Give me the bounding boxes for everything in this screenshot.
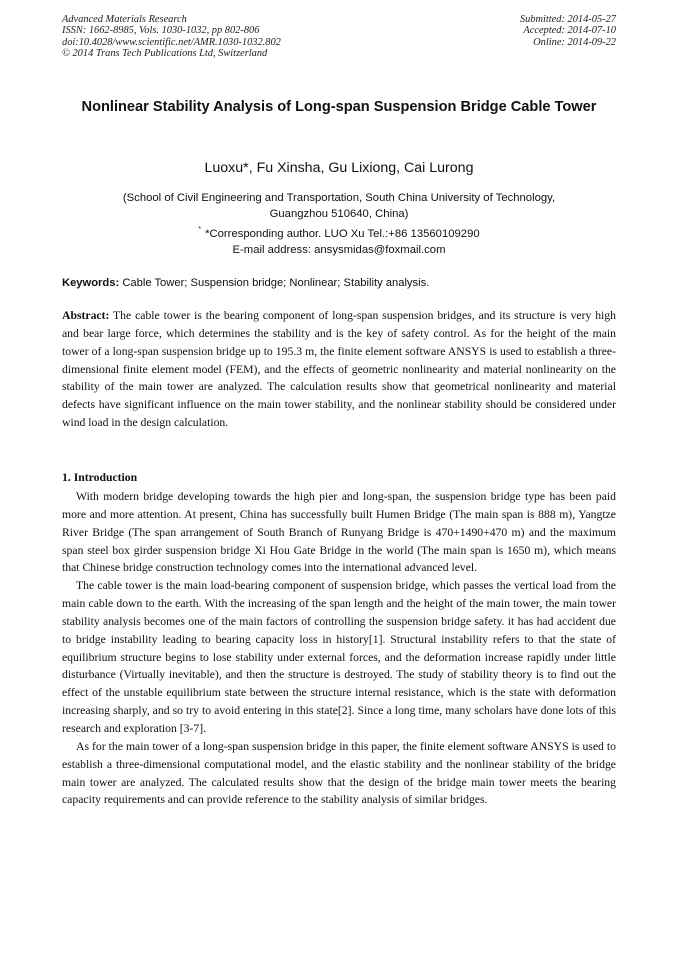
journal-copyright: © 2014 Trans Tech Publications Ltd, Switzerland (62, 47, 268, 59)
submission-dates (396, 14, 616, 48)
paragraph: With modern bridge developing towards the high pier and long-span, the suspension bridge type has been paid more and more attention. At present, China has successfully built Humen Bridge (The main span is 888 m), Yangtze River Bridge (The span arrangement of South Branch of Runyang Bridge is 470+1490+470 m) and the maximum span steel box girder suspension bridge Xi Hou Gate Bridge in the world (The main span is 1650 m), which means that Chinese bridge construction technology comes into the international advanced level. (62, 490, 616, 575)
author-list: Luoxu*, Fu Xinsha, Gu Lixiong, Cai Lurong (204, 160, 474, 176)
affiliation-block (62, 190, 616, 258)
paragraph: As for the main tower of a long-span suspension bridge in this paper, the finite element software ANSYS is used to establish a three-dimensional computational model, and the elastic stability and the nonlinear stability of the bridge main tower are analyzed. The calculated results show that the design of the bridge main tower meets the bearing capacity requirements and can provide reference to the stability analysis of similar bridges. (62, 739, 616, 807)
email-address[interactable]: E-mail address: ansysmidas@foxmail.com (232, 244, 446, 256)
affiliation-line-1: (School of Civil Engineering and Transportation, South China University of Technology, (122, 192, 556, 204)
affiliation-line-2: Guangzhou 510640, China) (269, 208, 409, 220)
keywords-text: Cable Tower; Suspension bridge; Nonlinear; Stability analysis. (122, 277, 430, 289)
journal-name: Advanced Materials Research (62, 14, 187, 25)
paragraph: The cable tower is the main load-bearing component of suspension bridge, which passes the vertical load from the main cable down to the earth. With the increasing of the span length and the height of the main tower, the main tower stability analysis becomes one of the main factors of controlling the suspension bridge safety. it has had accident due to bridge instability leading to bearing capacity loss in history[1]. Structural instability refers to that the state of equilibrium structure begins to lose stability under external forces, and the deformation increase rapidly under little disturbance (Virtually inevitable), and then the structure is destroyed. The study of stability theory is to find out the effect of the unstable equilibrium state between the structure internal resistance, which is the state with deformation increasing sharply, and so try to avoid entering in this state[2]. Since a long time, many scholars have done lots of this research and exploration [3-7]. (62, 579, 616, 735)
submitted-date: Submitted: 2014-05-27 (519, 14, 616, 25)
introduction-body (62, 488, 616, 809)
corresponding-author-text: *Corresponding author. LUO Xu Tel.:+86 13560109290 (205, 228, 480, 240)
journal-issn: ISSN: 1662-8985, Vols. 1030-1032, pp 802-806 (62, 25, 260, 37)
keywords (62, 276, 616, 290)
journal-doi[interactable]: doi:10.4028/www.scientific.net/AMR.1030-1032.802 (62, 36, 281, 48)
abstract (62, 307, 616, 432)
journal-info (62, 14, 392, 59)
online-date: Online: 2014-09-22 (533, 36, 616, 48)
corresponding-author (62, 222, 616, 242)
accepted-date: Accepted: 2014-07-10 (523, 25, 616, 37)
corresponding-mark: * (198, 226, 202, 233)
section-heading-introduction: 1. Introduction (62, 471, 138, 484)
abstract-label: Abstract: (62, 309, 110, 322)
keywords-label: Keywords: (62, 277, 120, 289)
paper-title: Nonlinear Stability Analysis of Long-span Suspension Bridge Cable Tower (81, 99, 597, 115)
abstract-text: The cable tower is the bearing component of long-span suspension bridges, and its structure is very high and bear large force, which determines the stability and is the key of safety control. As for the height of the main tower of a long-span suspension bridge up to 195.3 m, the finite element software ANSYS is used to establish a three-dimensional finite element model (FEM), and the effects of geometric nonlinearity and material nonlinearity on the stability of the main tower are analyzed. The calculation results show that geometrical nonlinearity and material defects have significant influence on the main tower stability, and the nonlinear stability should be considered under wind load in the design calculation. (62, 309, 616, 430)
